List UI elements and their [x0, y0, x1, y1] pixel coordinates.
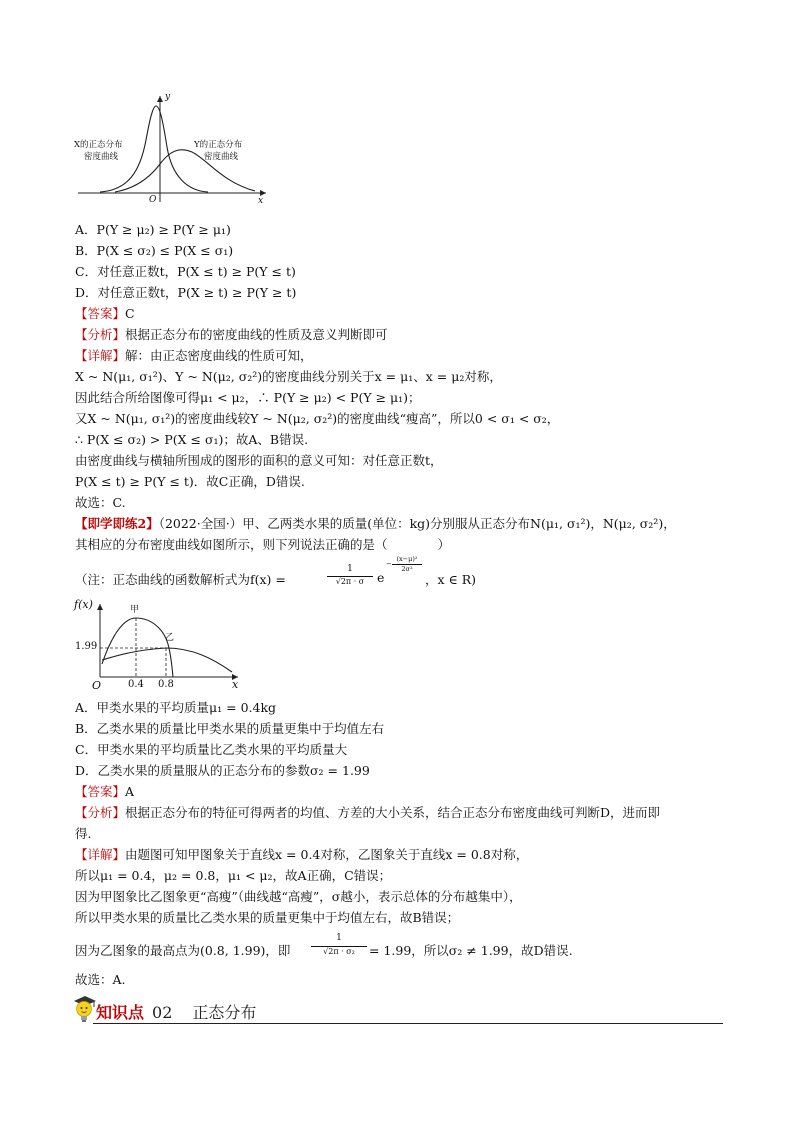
q2-detail-6: 故选：A.	[75, 972, 126, 987]
lightbulb-graduate-icon	[72, 995, 96, 1023]
figure-2-fruit-curves	[72, 598, 252, 694]
fig1-x-curve-label-1: X的正态分布	[74, 140, 123, 150]
figure-1-normal-curves	[70, 92, 270, 210]
q2-detail-5-den: √2π · σ₂	[323, 947, 355, 956]
q2-option-c: C．甲类水果的平均质量比乙类水果的平均质量大	[75, 742, 348, 757]
fig1-y-axis-label: y	[165, 92, 171, 102]
q1-detail-5: ∴ P(X ≤ σ₂) > P(X ≤ σ₁)；故A、B错误.	[75, 432, 309, 447]
q1-answer: C	[125, 306, 135, 321]
q2-detail-5-post: = 1.99，所以σ₂ ≠ 1.99，故D错误.	[369, 943, 573, 958]
q1-detail-line-1	[75, 347, 313, 365]
q2-note-frac-num: 1	[347, 564, 353, 574]
q1-option-a: A．P(Y ≥ μ₂) ≥ P(Y ≥ μ₁)	[75, 222, 231, 237]
q2-option-b: B．乙类水果的质量比甲类水果的质量更集中于均值左右	[75, 721, 385, 736]
fig2-origin-label: O	[92, 679, 102, 692]
q2-tag: 【即学即练2】	[75, 516, 159, 531]
q2-note-exp-minus: −	[386, 560, 392, 568]
fig1-y-curve-label-1: Y的正态分布	[194, 140, 243, 150]
q2-stem-1: （2022·全国·）甲、乙两类水果的质量(单位：kg)分别服从正态分布N(μ₁, σ₁²)，N(μ₂, σ₂²)，	[158, 516, 676, 531]
q1-detail-1: 解：由正态密度曲线的性质可知，	[125, 348, 313, 363]
fig2-jia-label: 甲	[130, 605, 140, 615]
fig1-y-curve-label-2: 密度曲线	[204, 152, 239, 162]
section-divider	[93, 1023, 723, 1024]
q2-answer-tag: 【答案】	[75, 784, 126, 799]
q2-detail-tag: 【详解】	[75, 847, 126, 862]
q1-detail-2: X ~ N(μ₁, σ₁²)、Y ~ N(μ₂, σ₂²)的密度曲线分别关于x = μ₁、x = μ₂对称，	[75, 369, 502, 384]
q1-detail-3: 因此结合所给图像可得μ₁ < μ₂，∴ P(Y ≥ μ₂) < P(Y ≥ μ₁)；	[75, 390, 421, 405]
section-heading	[96, 1000, 256, 1023]
section-title-b: 02	[152, 1003, 173, 1022]
fig1-x-curve-label-2: 密度曲线	[84, 152, 119, 162]
q1-answer-tag: 【答案】	[75, 306, 126, 321]
q1-option-d: D．对任意正数t，P(X ≥ t) ≥ P(Y ≥ t)	[75, 285, 297, 300]
q2-stem-line-1	[75, 515, 676, 533]
q2-analysis-tag: 【分析】	[75, 805, 126, 820]
q2-detail-4: 所以甲类水果的质量比乙类水果的质量更集中于均值左右，故B错误；	[75, 910, 460, 925]
q2-detail-2: 所以μ₁ = 0.4，μ₂ = 0.8，μ₁ < μ₂，故A正确，C错误；	[75, 868, 392, 883]
q2-option-d: D．乙类水果的质量服从的正态分布的参数σ₂ = 1.99	[75, 763, 370, 778]
q2-note-prefix: （注：正态曲线的函数解析式为f(x) =	[75, 572, 286, 587]
q1-answer-line	[75, 305, 135, 323]
q2-stem-2: 其相应的分布密度曲线如图所示，则下列说法正确的是（ ）	[75, 537, 451, 552]
q2-note-exp-den: 2σ²	[401, 565, 413, 573]
q2-note-exp-num: (x−μ)²	[396, 555, 418, 563]
fig1-x-axis-label: x	[258, 196, 264, 206]
fig2-y-value-label: 1.99	[75, 641, 98, 652]
q2-detail-5-pre: 因为乙图象的最高点为(0.8, 1.99)，即	[75, 943, 291, 958]
q1-detail-8: 故选：C.	[75, 495, 126, 510]
q2-detail-5-num: 1	[336, 933, 342, 943]
fig2-tick-04: 0.4	[128, 679, 144, 690]
section-title-a: 知识点	[96, 1003, 145, 1022]
q1-detail-6: 由密度曲线与横轴所围成的图形的面积的意义可知：对任意正数t，	[75, 453, 443, 468]
fig2-tick-08: 0.8	[158, 679, 174, 690]
q1-detail-7: P(X ≤ t) ≥ P(Y ≤ t)．故C正确，D错误.	[75, 474, 305, 489]
fig1-origin-label: O	[149, 195, 157, 205]
q2-analysis-line-1	[75, 804, 660, 822]
q1-option-c: C．对任意正数t，P(X ≤ t) ≥ P(Y ≤ t)	[75, 264, 296, 279]
q2-answer-line	[75, 783, 134, 801]
q2-note-suffix: ，x ∈ R)	[425, 572, 477, 587]
q1-analysis: 根据正态分布的密度曲线的性质及意义判断即可	[125, 327, 388, 342]
q2-detail-1: 由题图可知甲图象关于直线x = 0.4对称，乙图象关于直线x = 0.8对称，	[125, 847, 529, 862]
fig2-x-axis-label: x	[232, 678, 239, 691]
q2-detail-5	[75, 933, 675, 963]
q2-formula-note	[75, 555, 635, 598]
q1-option-b: B．P(X ≤ σ₂) ≤ P(X ≤ σ₁)	[75, 243, 234, 258]
q2-analysis-2: 得.	[75, 826, 92, 841]
q1-detail-tag: 【详解】	[75, 348, 126, 363]
fig2-yi-label: 乙	[165, 633, 175, 643]
q2-answer: A	[125, 784, 135, 799]
q1-analysis-tag: 【分析】	[75, 327, 126, 342]
q2-option-a: A．甲类水果的平均质量μ₁ = 0.4kg	[75, 700, 277, 715]
fig2-fx-label: f(x)	[74, 598, 93, 611]
q2-detail-line-1	[75, 846, 528, 864]
section-title-c: 正态分布	[192, 1003, 257, 1022]
q2-detail-3: 因为甲图象比乙图象更“高瘦”（曲线越“高瘦”，σ越小，表示总体的分布越集中），	[75, 889, 522, 904]
q2-note-e: e	[377, 570, 385, 585]
q2-note-frac-den: √2π · σ	[335, 577, 365, 586]
q2-analysis-1: 根据正态分布的特征可得两者的均值、方差的大小关系，结合正态分布密度曲线可判断D，进而即	[125, 805, 661, 820]
q1-detail-4: 又X ~ N(μ₁, σ₁²)的密度曲线较Y ~ N(μ₂, σ₂²)的密度曲线“瘦高”，所以0 < σ₁ < σ₂，	[75, 411, 560, 426]
q1-analysis-line	[75, 326, 388, 344]
